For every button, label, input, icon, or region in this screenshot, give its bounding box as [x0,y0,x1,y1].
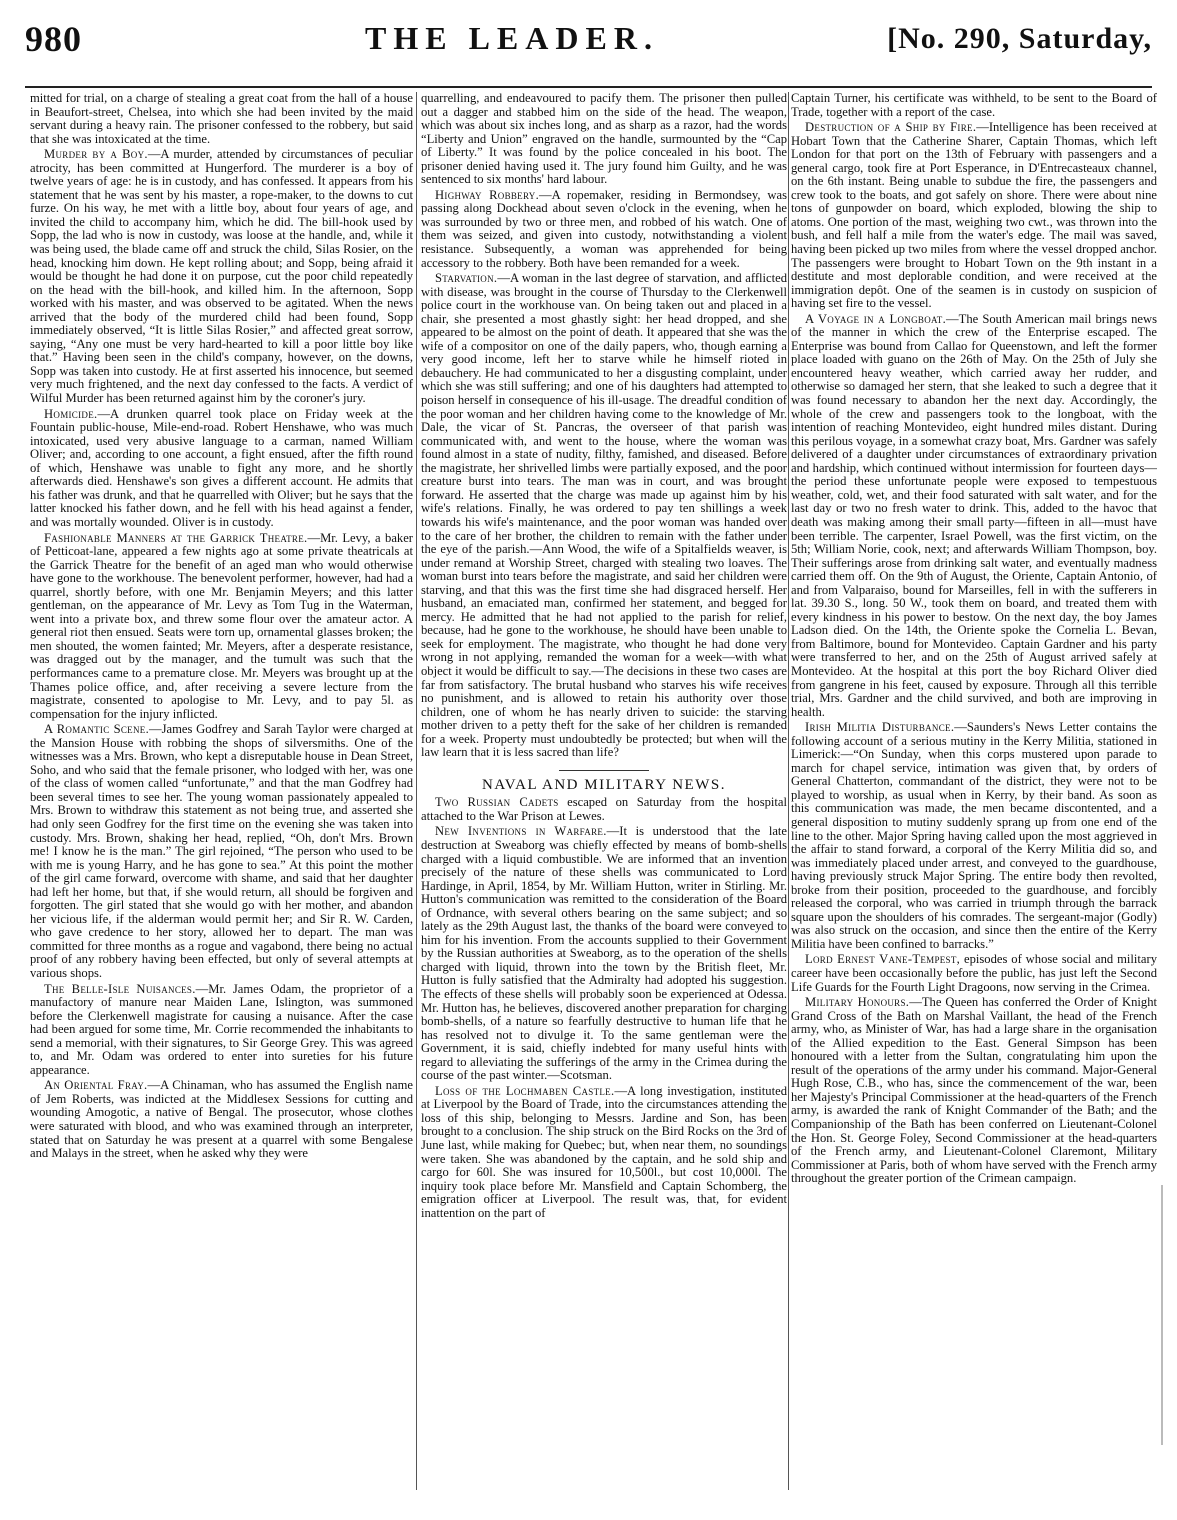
article-heading: Lord Ernest Vane-Tempest, [805,952,961,967]
article-heading: Starvation. [435,271,498,286]
article-paragraph [421,825,787,1082]
article-paragraph [421,92,787,187]
article-heading: A Romantic Scene. [44,722,150,737]
article-paragraph [30,408,413,530]
article-heading: Military Honours. [805,995,910,1010]
article-paragraph [421,796,787,823]
article-paragraph [421,1085,787,1220]
article-heading: A Voyage in a Longboat. [805,311,947,326]
article-body: —A drunken quarrel took place on Friday week at the Fountain public-house, Mile-end-road. Robert Henshawe, who was much intoxicated, used very abusive language to a carman, named William Oliver; and, according to one account, a fight ensued, after the fifth round of which, Henshawe was unable to fight any more, and he shortly afterwards died. Henshawe's son gives a different account. He admits that his father was drunk, and that he quarrelled with Oliver; but he says that the latter knocked his father down, and he fell with his head against a fender, and was mortally wounded. Oliver is in custody. [30,406,413,529]
article-heading: Destruction of a Ship by Fire. [805,120,977,135]
article-body: —Intelligence has been received at Hobart Town that the Catherine Sharer, Captain Thomas, which left London for that port on the 13th of February with passengers and a general cargo, took fire at Port Esperance, in D'Entrecasteaux channel, on the 6th instant. Being unable to subdue the fire, the passengers and crew took to the boats, and got safely on shore. There were about nine tons of gunpowder on board, which exploded, blowing the ship to atoms. One portion of the mast, weighing two cwt., was thrown into the bush, and fell half a mile from the water's edge. The mail was saved, having been picked up two miles from where the vessel dropped anchor. The passengers were brought to Hobart Town on the 9th instant in a destitute and most deplorable condition, and were received at the immigration depôt. One of the seamen is in custody on suspicion of having set fire to the vessel. [791,120,1157,311]
column-divider [416,92,417,1490]
article-body: —James Godfrey and Sarah Taylor were charged at the Mansion House with robbing the shops of silversmiths. One of the witnesses was a Mrs. Brown, who kept a disreputable house in Dean Street, Soho, and who said that the female prisoner, who lodged with her, was one of the class of women called “unfortunate,” and that the man Godfrey had been several times to see her. The young woman passionately appealed to Mrs. Brown to withdraw this statement as not being true, and asserted she had only seen Godfrey for the first time on the evening she was taken into custody. Mrs. Brown, shaking her head, replied, “Oh, don't Mrs. Brown me! I know he is the man.” The girl rejoined, “The person who used to be with me is young Harry, and he has gone to sea.” At this point the mother of the girl came forward, overcome with shame, and said that her daughter had left her home, but that, if she would return, all should be forgiven and forgotten. The girl stated that she would go with her mother, and abandon her vicious life, if the alderman would permit her; and Sir R. W. Carden, who gave credence to her story, allowed her to depart. The man was committed for three months as a rogue and vagabond, there being no actual proof of any robbery having been effected, but only of several attempts at various shops. [30,722,413,980]
article-heading: Loss of the Lochmaben Castle. [435,1083,615,1098]
article-heading: An Oriental Fray. [44,1078,148,1093]
article-body: mitted for trial, on a charge of stealing a great coat from the hall of a house in Beaufort-street, Chelsea, into which she had been invited by the maid servant during a heavy rain. The prisoner confessed to the robbery, but said that she was intoxicated at the time. [30,92,413,146]
column-divider [788,92,789,1490]
article-body: quarrelling, and endeavoured to pacify them. The prisoner then pulled out a dagger and stabbed him on the side of the head. The weapon, which was about six inches long, and as sharp as a razor, had the words “Liberty and Union” engraved on the handle, surmounted by the “Cap of Liberty.” It was found by the police concealed in his boot. The prisoner denied having used it. The jury found him Guilty, and he was sentenced to six months' hard labour. [421,92,787,187]
article-body: Captain Turner, his certificate was withheld, to be sent to the Board of Trade, together with a report of the case. [791,92,1157,119]
article-paragraph [30,983,413,1078]
article-body: —The Queen has conferred the Order of Knight Grand Cross of the Bath on Marshal Vaillant, the head of the French army, who, as Minister of War, has had a large share in the organisation of the Allied expedition to the East. General Simpson has been honoured with a letter from the Sultan, congratulating him upon the result of the operations of the army under his command. Major-General Hugh Rose, C.B., who has, since the commencement of the war, been her Majesty's Principal Commissioner at the head-quarters of the French army, is awarded the rank of Knight Commander of the Bath; and the Companionship of the Bath has been conferred on Lieutenant-Colonel the Hon. St. George Foley, Second Commissioner at the head-quarters of the French army, and Lieutenant-Colonel Claremont, Military Commissioner at Paris, both of whom have served with the French army throughout the greater portion of the Crimean campaign. [791,995,1157,1186]
article-paragraph [421,189,787,270]
article-paragraph [791,953,1157,994]
article-body: —A Chinaman, who has assumed the English name of Jem Roberts, was indicted at the Middlesex Sessions for cutting and wounding Amogotic, a native of Bengal. The prosecutor, whose clothes were saturated with blood, and who was examined through an interpreter, stated that on Saturday he was present at a quarrel with some Bengalese and Malays in the street, when he asked why they were [30,1078,413,1161]
page-number: 980 [25,19,82,59]
article-body: —The South American mail brings news of the manner in which the crew of the Enterprise escaped. The Enterprise was bound from Callao for Queenstown, and left the former place loaded with guano on the 26th of May. On the 25th of July she encountered heavy weather, which carried away her rudder, and otherwise so damaged her stern, that she leaked to such a degree that it was found necessary to abandon her the next day. Accordingly, the whole of the crew and passengers took to the longboat, with the intention of reaching Montevideo, eight hundred miles distant. During this perilous voyage, in a somewhat crazy boat, Mrs. Gardner was safely delivered of a daughter under circumstances of extraordinary privation and hardship, which continued without intermission for fourteen days—the period these unfortunate people were exposed to tempestuous weather, cold, wet, and their food saturated with salt water, and for the last day or two no fresh water to drink. This, added to the havoc that death was making among their small party—fifteen in all—must have been terrible. The carpenter, Israel Powell, was the first victim, on the 5th; William Norie, cook, next; and afterwards William Thompson, boy. Their sufferings arose from drinking salt water, and eventually madness carried them off. On the 9th of August, the Oriente, Captain Antonio, of and from Valparaiso, bound for Marseilles, fell in with the sufferers in lat. 39.30 S., long. 50 W., took them on board, and treated them with every kindness in his power to bestow. On the next day, the boy James Ladson died. On the 14th, the Oriente spoke the Cornelia L. Bevan, from Baltimore, bound for Montevideo. Captain Gardner and his party were transferred to her, and on the 25th of August arrived safely at Montevideo. At the hospital at this port the boy Richard Oliver died from gangrene in his feet, caused by exposure. Through all this terrible trial, Mrs. Gardner and the child survived, and both are improving in health. [791,311,1157,719]
article-paragraph [30,148,413,405]
article-paragraph [791,121,1157,311]
article-heading: Two Russian Cadets [435,795,559,810]
scan-edge-mark [1161,1185,1163,1445]
header-rule [25,86,1152,88]
column-1 [30,92,413,1500]
article-body: —Mr. James Odam, the proprietor of a manufactory of manure near Maiden Lane, Islington, was summoned before the Clerkenwell magistrate for causing a nuisance. After the case had been argued for some time, Mr. Corrie recommended the inhabitants to send a memorial, with their signatures, to Sir George Grey. This was agreed to, and Mr. Odam was ordered to enter into sureties for his future appearance. [30,981,413,1077]
article-body: —Saunders's News Letter contains the following account of a serious mutiny in the Kerry Militia, stationed in Limerick:—“On Sunday, when this corps mustered upon parade to march for chapel service, intimation was given that, by orders of General Chatterton, commandant of the district, they were not to be played to worship, as usual when in Kerry, by their band. As soon as this communication was made, the men became discontented, and a general disposition to mutiny suddenly sprang up from one end of the line to the other. Major Spring having called upon the most aggrieved in the affair to stand forward, a corporal of the Kerry Militia did so, and was immediately placed under arrest, and conveyed to the guardhouse, having previously struck Major Spring. The entire body then revolted, broke from their position, proceeded to the guardhouse, and forcibly released the corporal, who was carried in triumph through the barrack square upon the shoulders of his comrades. The sergeant-major (Godly) was also struck on the occasion, and since then the entire of the Kerry Militia have been confined to barracks.” [791,720,1157,951]
article-paragraph [791,996,1157,1186]
article-body: —A ropemaker, residing in Bermondsey, was passing along Dockhead about seven o'clock in the evening, when he was surrounded by two or three men, and robbed of his watch. One of them was seized, and given into custody, notwithstanding a violent resistance. Subsequently, a woman was apprehended for being accessory to the robbery. Both have been remanded for a week. [421,187,787,270]
article-body: episodes of whose social and military career have been occasionally before the public, has just left the Second Life Guards for the Fourth Light Dragoons, now serving in the Crimea. [791,952,1157,994]
article-paragraph [791,721,1157,951]
article-heading: The Belle-Isle Nuisances. [44,981,196,996]
article-heading: Fashionable Manners at the Garrick Theatre. [44,530,308,545]
article-body: escaped on Saturday from the hospital attached to the War Prison at Lewes. [421,795,787,823]
article-body: —It is understood that the late destruction at Sweaborg was chiefly effected by means of bomb-shells charged with a liquid combustible. We are informed that an invention precisely of the nature of these shells was communicated to Lord Hardinge, in April, 1854, by Mr. William Hutton, writer in Stirling. Mr. Hutton's communication was remitted to the consideration of the Board of Ordnance, with several others bearing on the same subject; and so lately as the 29th August last, the thanks of the board were conveyed to him for his invention. From the accounts supplied to their Government by the Russian authorities at Sweaborg, as to the operation of the shells charged with liquid, thrown into the town by the British fleet, Mr. Hutton is fully satisfied that the Admiralty had adopted his suggestion. The effects of these shells will probably soon be experienced at Odessa. Mr. Hutton has, he believes, discovered another preparation for charging bomb-shells, of a nature so fearfully destructive to human life that he has resolved not to divulge it. To the same gentleman were the Government, it is said, chiefly indebted for many useful hints with regard to alleviating the sufferings of the army in the Crimea during the course of the past winter.—Scotsman. [421,824,787,1083]
issue-info: [No. 290, Saturday, [887,22,1152,55]
article-paragraph [791,313,1157,719]
article-heading: Highway Robbery. [435,187,540,202]
article-heading: Irish Militia Disturbance. [805,720,955,735]
section-heading: NAVAL AND MILITARY NEWS. [421,770,787,793]
article-body: —A murder, attended by circumstances of peculiar atrocity, has been committed at Hungerford. The murderer is a boy of twelve years of age: he is in custody, and has confessed. It appears from his statement that he was sent by his master, a rope-maker, to the downs to cut furze. On his way, he met with a little boy, about four years of age, and invited the child to accompany him, which he did. The bill-hook used by Sopp, the lad who is now in custody, was loose at the handle, and, while it was being used, the blade came off and struck the child, Silas Rosier, on the head, knocking him down. He kept rolling about; and Sopp, being afraid it would be thought he had done it on purpose, cut the poor child repeatedly on the head with the bill-hook, and killed him. In the afternoon, Sopp worked with his master, and was observed to be agitated. When the news arrived that the body of the murdered child had been found, Sopp immediately observed, “It is little Silas Rosier,” and affected great sorrow, saying, “Any one must be very hard-hearted to kill a poor little boy like that.” Having been seen in the child's company, however, on the downs, Sopp was taken into custody. He at first asserted his innocence, but seemed very much frightened, and the next day confessed to the facts. A verdict of Wilful Murder has been returned against him by the coroner's jury. [30,147,413,406]
article-heading: Murder by a Boy. [44,147,148,162]
article-paragraph [30,532,413,722]
article-paragraph [30,92,413,146]
masthead [25,18,1152,78]
newspaper-title: THE LEADER. [365,20,659,56]
article-body: —Mr. Levy, a baker of Petticoat-lane, appeared a few nights ago at some private theatricals at the Garrick Theatre for the benefit of an aged man who would otherwise have gone to the workhouse. The benevolent performer, however, had had a quarrel, shortly before, with one Mr. Benjamin Meyers; and this latter gentleman, on the appearance of Mr. Levy as Tom Tug in the Waterman, went into a private box, and threw some flour over the amateur actor. A general riot then ensued. Seats were torn up, ornamental glasses broken; the men shouted, the women fainted; Mr. Meyers, after a desperate resistance, was dragged out by the manager, and the tumult was such that the performances came to a premature close. Mr. Meyers was brought up at the Thames police office, and, after receiving a severe lecture from the magistrate, consented to apologise to Mr. Levy, and to pay 5l. as compensation for the injury inflicted. [30,530,413,721]
article-paragraph [30,723,413,980]
column-3 [791,92,1157,1500]
column-2 [421,92,787,1500]
article-heading: New Inventions in Warfare. [435,824,607,839]
article-paragraph [791,92,1157,119]
article-heading: Homicide. [44,406,98,421]
article-paragraph [30,1079,413,1160]
article-paragraph [421,272,787,760]
article-body: —A long investigation, instituted at Liverpool by the Board of Trade, into the circumstances attending the loss of this ship, belonging to Messrs. Jardine and Son, has been brought to a conclusion. The ship struck on the Bird Rocks on the 3rd of June last, while making for Quebec; but, when near them, no soundings were taken. She was abandoned by the captain, and he sold ship and cargo for 60l. She was insured for 10,500l., but cost 10,000l. The inquiry took place before Mr. Mansfield and Captain Schomberg, the emigration officer at Liverpool. The result was, that, for evident inattention on the part of [421,1083,787,1220]
article-body: —A woman in the last degree of starvation, and afflicted with disease, was brought in the course of Thursday to the Clerkenwell police court in the workhouse van. On being taken out and placed in a chair, she presented a most ghastly sight: her head dropped, and she appeared to be almost on the point of death. It appeared that she was the wife of a compositor on one of the daily papers, who, though earning a very good income, left her to starve while he himself rioted in debauchery. He had communicated to her a disgusting complaint, under which she was still suffering; and one of his daughters had attempted to poison herself in consequence of his ill-usage. The dreadful condition of the poor woman and her children having come to the knowledge of Mr. Dale, the vicar of St. Pancras, the overseer of that parish was communicated with, and went to the house, where the woman was found almost in a state of nudity, filthy, famished, and diseased. Before the magistrate, her shrivelled limbs were partially exposed, and the poor creature burst into tears. The man was in court, and was brought forward. He asserted that the charge was made up against him by his wife's relations. Finally, he was ordered to pay ten shillings a week towards his wife's maintenance, and the poor woman was handed over to the care of her brother, the children to remain with the father under the eye of the parish.—Ann Wood, the wife of a Spitalfields weaver, is under remand at Worship Street, charged with stealing two loaves. The woman burst into tears before the magistrate, and said her children were starving, and that this was the first time she had disgraced herself. Her husband, an emaciated man, confirmed her statement, and begged for mercy. He admitted that he had not applied to the parish for relief, because, had he gone to the workhouse, he should have been unable to seek for employment. The magistrate, who thought he had done very wrong in not applying, remanded the woman for a week—with what object it would be difficult to say.—The decisions in these two cases are far from satisfactory. The brutal husband who starves his wife receives no punishment, and is allowed to retain his authority over those children, one of whom he has nearly driven to suicide: the starving mother driven to a petty theft for the sake of her children is remanded for a week. Property must undoubtedly be protected; but when will the law learn that it is less sacred than life? [421,271,787,760]
